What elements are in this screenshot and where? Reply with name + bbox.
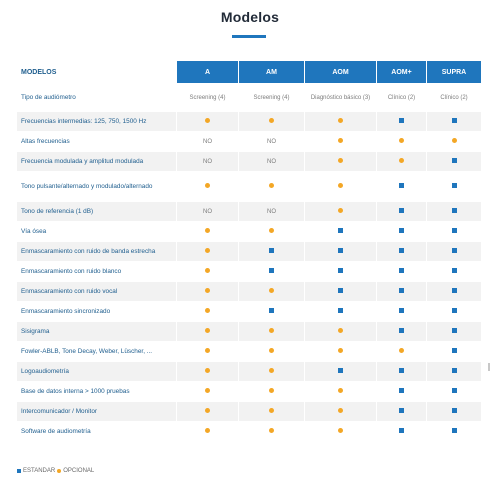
cell-opcional [177,342,239,362]
cell-text: Screening (4) [177,84,239,112]
opcional-dot-icon [205,408,210,413]
cell-text: NO [177,152,239,172]
cell-opcional [177,262,239,282]
feature-label: Frecuencia modulada y amplitud modulada [17,152,177,172]
table-row [17,84,482,112]
cell-opcional [427,132,482,152]
cell-estandar [427,242,482,262]
cell-estandar [377,202,427,222]
header-model-aom-plus: AOM+ [377,61,427,84]
opcional-dot-icon [205,118,210,123]
opcional-dot-icon [338,408,343,413]
opcional-dot-icon [205,428,210,433]
estandar-square-icon [399,268,404,273]
opcional-dot-icon [269,348,274,353]
feature-label: Enmascaramiento con ruido vocal [17,282,177,302]
opcional-dot-icon [338,183,343,188]
estandar-square-icon [338,228,343,233]
opcional-dot-icon [269,288,274,293]
feature-label: Software de audiometría [17,422,177,442]
opcional-dot-icon [269,118,274,123]
estandar-square-icon [399,118,404,123]
cell-opcional [177,172,239,202]
cell-opcional [239,222,305,242]
cell-estandar [427,222,482,242]
cell-text: Clínico (2) [377,84,427,112]
cell-opcional [305,172,377,202]
cell-opcional [377,342,427,362]
cell-opcional [239,172,305,202]
table-row [17,342,482,362]
cell-estandar [377,362,427,382]
legend-estandar-label: ESTANDAR [23,468,56,474]
cell-opcional [239,402,305,422]
table-row [17,402,482,422]
cell-opcional [239,112,305,132]
opcional-dot-icon [452,138,457,143]
estandar-square-icon [452,158,457,163]
feature-label: Frecuencias intermedias: 125, 750, 1500 Hz [17,112,177,132]
cell-text: NO [239,202,305,222]
cell-opcional [177,382,239,402]
cell-estandar [427,262,482,282]
legend-opcional-label: OPCIONAL [63,468,95,474]
opcional-dot-icon [205,328,210,333]
cell-opcional [177,222,239,242]
estandar-square-icon [17,469,21,473]
cell-opcional [305,342,377,362]
estandar-square-icon [399,228,404,233]
cell-estandar [427,402,482,422]
table-row [17,262,482,282]
opcional-dot-icon [269,183,274,188]
header-model-aom: AOM [305,61,377,84]
cell-opcional [177,322,239,342]
estandar-square-icon [452,408,457,413]
estandar-square-icon [452,183,457,188]
cell-text: Clínico (2) [427,84,482,112]
cell-estandar [427,282,482,302]
opcional-dot-icon [399,158,404,163]
cell-opcional [305,132,377,152]
estandar-square-icon [399,328,404,333]
feature-label: Tono pulsante/alternado y modulado/alternado [17,172,177,202]
estandar-square-icon [399,288,404,293]
cell-opcional [177,302,239,322]
cell-opcional [177,282,239,302]
cell-estandar [239,262,305,282]
opcional-dot-icon [399,138,404,143]
opcional-dot-icon [338,158,343,163]
cell-text: NO [177,132,239,152]
estandar-square-icon [399,388,404,393]
table-row [17,362,482,382]
cell-estandar [377,282,427,302]
cell-estandar [427,362,482,382]
opcional-dot-icon [269,228,274,233]
header-model-a: A [177,61,239,84]
cell-estandar [377,222,427,242]
opcional-dot-icon [338,138,343,143]
estandar-square-icon [269,308,274,313]
feature-label: Altas frecuencias [17,132,177,152]
estandar-square-icon [338,308,343,313]
cell-opcional [177,242,239,262]
cell-opcional [305,422,377,442]
estandar-square-icon [452,328,457,333]
table-row [17,282,482,302]
cell-estandar [305,282,377,302]
opcional-dot-icon [269,408,274,413]
legend [17,468,94,474]
opcional-dot-icon [205,268,210,273]
feature-label: Enmascaramiento con ruido blanco [17,262,177,282]
opcional-dot-icon [205,308,210,313]
table-row [17,322,482,342]
estandar-square-icon [452,288,457,293]
opcional-dot-icon [338,428,343,433]
opcional-dot-icon [205,183,210,188]
estandar-square-icon [452,348,457,353]
feature-label: Intercomunicador / Monitor [17,402,177,422]
scrollbar-indicator[interactable] [488,363,490,371]
feature-label: Base de datos interna > 1000 pruebas [17,382,177,402]
cell-estandar [239,242,305,262]
feature-label: Vía ósea [17,222,177,242]
cell-estandar [305,262,377,282]
table-row [17,382,482,402]
table-header-row [17,61,482,84]
feature-label: Fowler-ABLB, Tone Decay, Weber, Lüscher, ... [17,342,177,362]
cell-estandar [305,362,377,382]
opcional-dot-icon [399,348,404,353]
cell-estandar [377,402,427,422]
header-model-supra: SUPRA [427,61,482,84]
estandar-square-icon [452,268,457,273]
estandar-square-icon [399,408,404,413]
feature-label: Sisigrama [17,322,177,342]
cell-opcional [305,112,377,132]
estandar-square-icon [399,248,404,253]
estandar-square-icon [399,308,404,313]
table-row [17,422,482,442]
estandar-square-icon [338,368,343,373]
table-body [17,84,482,442]
cell-opcional [305,402,377,422]
table-row [17,132,482,152]
opcional-dot-icon [338,388,343,393]
cell-text: NO [239,152,305,172]
opcional-dot-icon [338,118,343,123]
cell-opcional [305,322,377,342]
opcional-dot-icon [205,388,210,393]
cell-estandar [305,222,377,242]
cell-estandar [427,172,482,202]
estandar-square-icon [338,288,343,293]
estandar-square-icon [399,428,404,433]
opcional-dot-icon [205,248,210,253]
cell-estandar [427,382,482,402]
cell-estandar [377,242,427,262]
estandar-square-icon [452,388,457,393]
estandar-square-icon [399,183,404,188]
models-table [16,60,482,442]
table-row [17,242,482,262]
estandar-square-icon [338,248,343,253]
cell-estandar [427,342,482,362]
cell-opcional [177,112,239,132]
opcional-dot-icon [269,428,274,433]
title-underline [232,35,266,38]
cell-opcional [305,202,377,222]
opcional-dot-icon [57,469,61,473]
estandar-square-icon [452,208,457,213]
cell-opcional [305,382,377,402]
table-row [17,222,482,242]
estandar-square-icon [269,248,274,253]
cell-estandar [427,202,482,222]
feature-label: Tono de referencia (1 dB) [17,202,177,222]
estandar-square-icon [269,268,274,273]
cell-opcional [239,322,305,342]
cell-estandar [377,262,427,282]
header-label: MODELOS [17,61,177,84]
estandar-square-icon [452,228,457,233]
cell-opcional [377,152,427,172]
cell-estandar [305,242,377,262]
cell-opcional [305,152,377,172]
cell-estandar [427,322,482,342]
feature-label: Logoaudiometría [17,362,177,382]
estandar-square-icon [452,368,457,373]
cell-estandar [427,112,482,132]
opcional-dot-icon [338,208,343,213]
cell-text: Screening (4) [239,84,305,112]
estandar-square-icon [399,368,404,373]
opcional-dot-icon [269,388,274,393]
cell-opcional [239,362,305,382]
estandar-square-icon [338,268,343,273]
cell-opcional [239,342,305,362]
cell-estandar [377,422,427,442]
cell-estandar [377,382,427,402]
cell-text: NO [177,202,239,222]
cell-estandar [305,302,377,322]
opcional-dot-icon [205,288,210,293]
table-row [17,202,482,222]
cell-estandar [377,322,427,342]
cell-estandar [377,172,427,202]
estandar-square-icon [452,308,457,313]
opcional-dot-icon [269,328,274,333]
header-model-am: AM [239,61,305,84]
table-row [17,172,482,202]
cell-text: Diagnóstico básico (3) [305,84,377,112]
feature-label: Enmascaramiento sincronizado [17,302,177,322]
page-title: Modelos [220,9,280,25]
opcional-dot-icon [205,368,210,373]
table-row [17,152,482,172]
cell-text: NO [239,132,305,152]
cell-opcional [239,282,305,302]
cell-opcional [177,362,239,382]
table-row [17,302,482,322]
cell-opcional [239,382,305,402]
cell-estandar [427,152,482,172]
cell-opcional [177,422,239,442]
cell-opcional [377,132,427,152]
estandar-square-icon [452,428,457,433]
opcional-dot-icon [338,328,343,333]
opcional-dot-icon [338,348,343,353]
cell-opcional [177,402,239,422]
table-row [17,112,482,132]
opcional-dot-icon [269,368,274,373]
estandar-square-icon [399,208,404,213]
cell-estandar [427,302,482,322]
cell-estandar [239,302,305,322]
feature-label: Tipo de audiómetro [17,84,177,112]
estandar-square-icon [452,118,457,123]
cell-estandar [377,112,427,132]
opcional-dot-icon [205,348,210,353]
cell-estandar [377,302,427,322]
estandar-square-icon [452,248,457,253]
cell-opcional [239,422,305,442]
cell-estandar [427,422,482,442]
feature-label: Enmascaramiento con ruido de banda estrecha [17,242,177,262]
opcional-dot-icon [205,228,210,233]
